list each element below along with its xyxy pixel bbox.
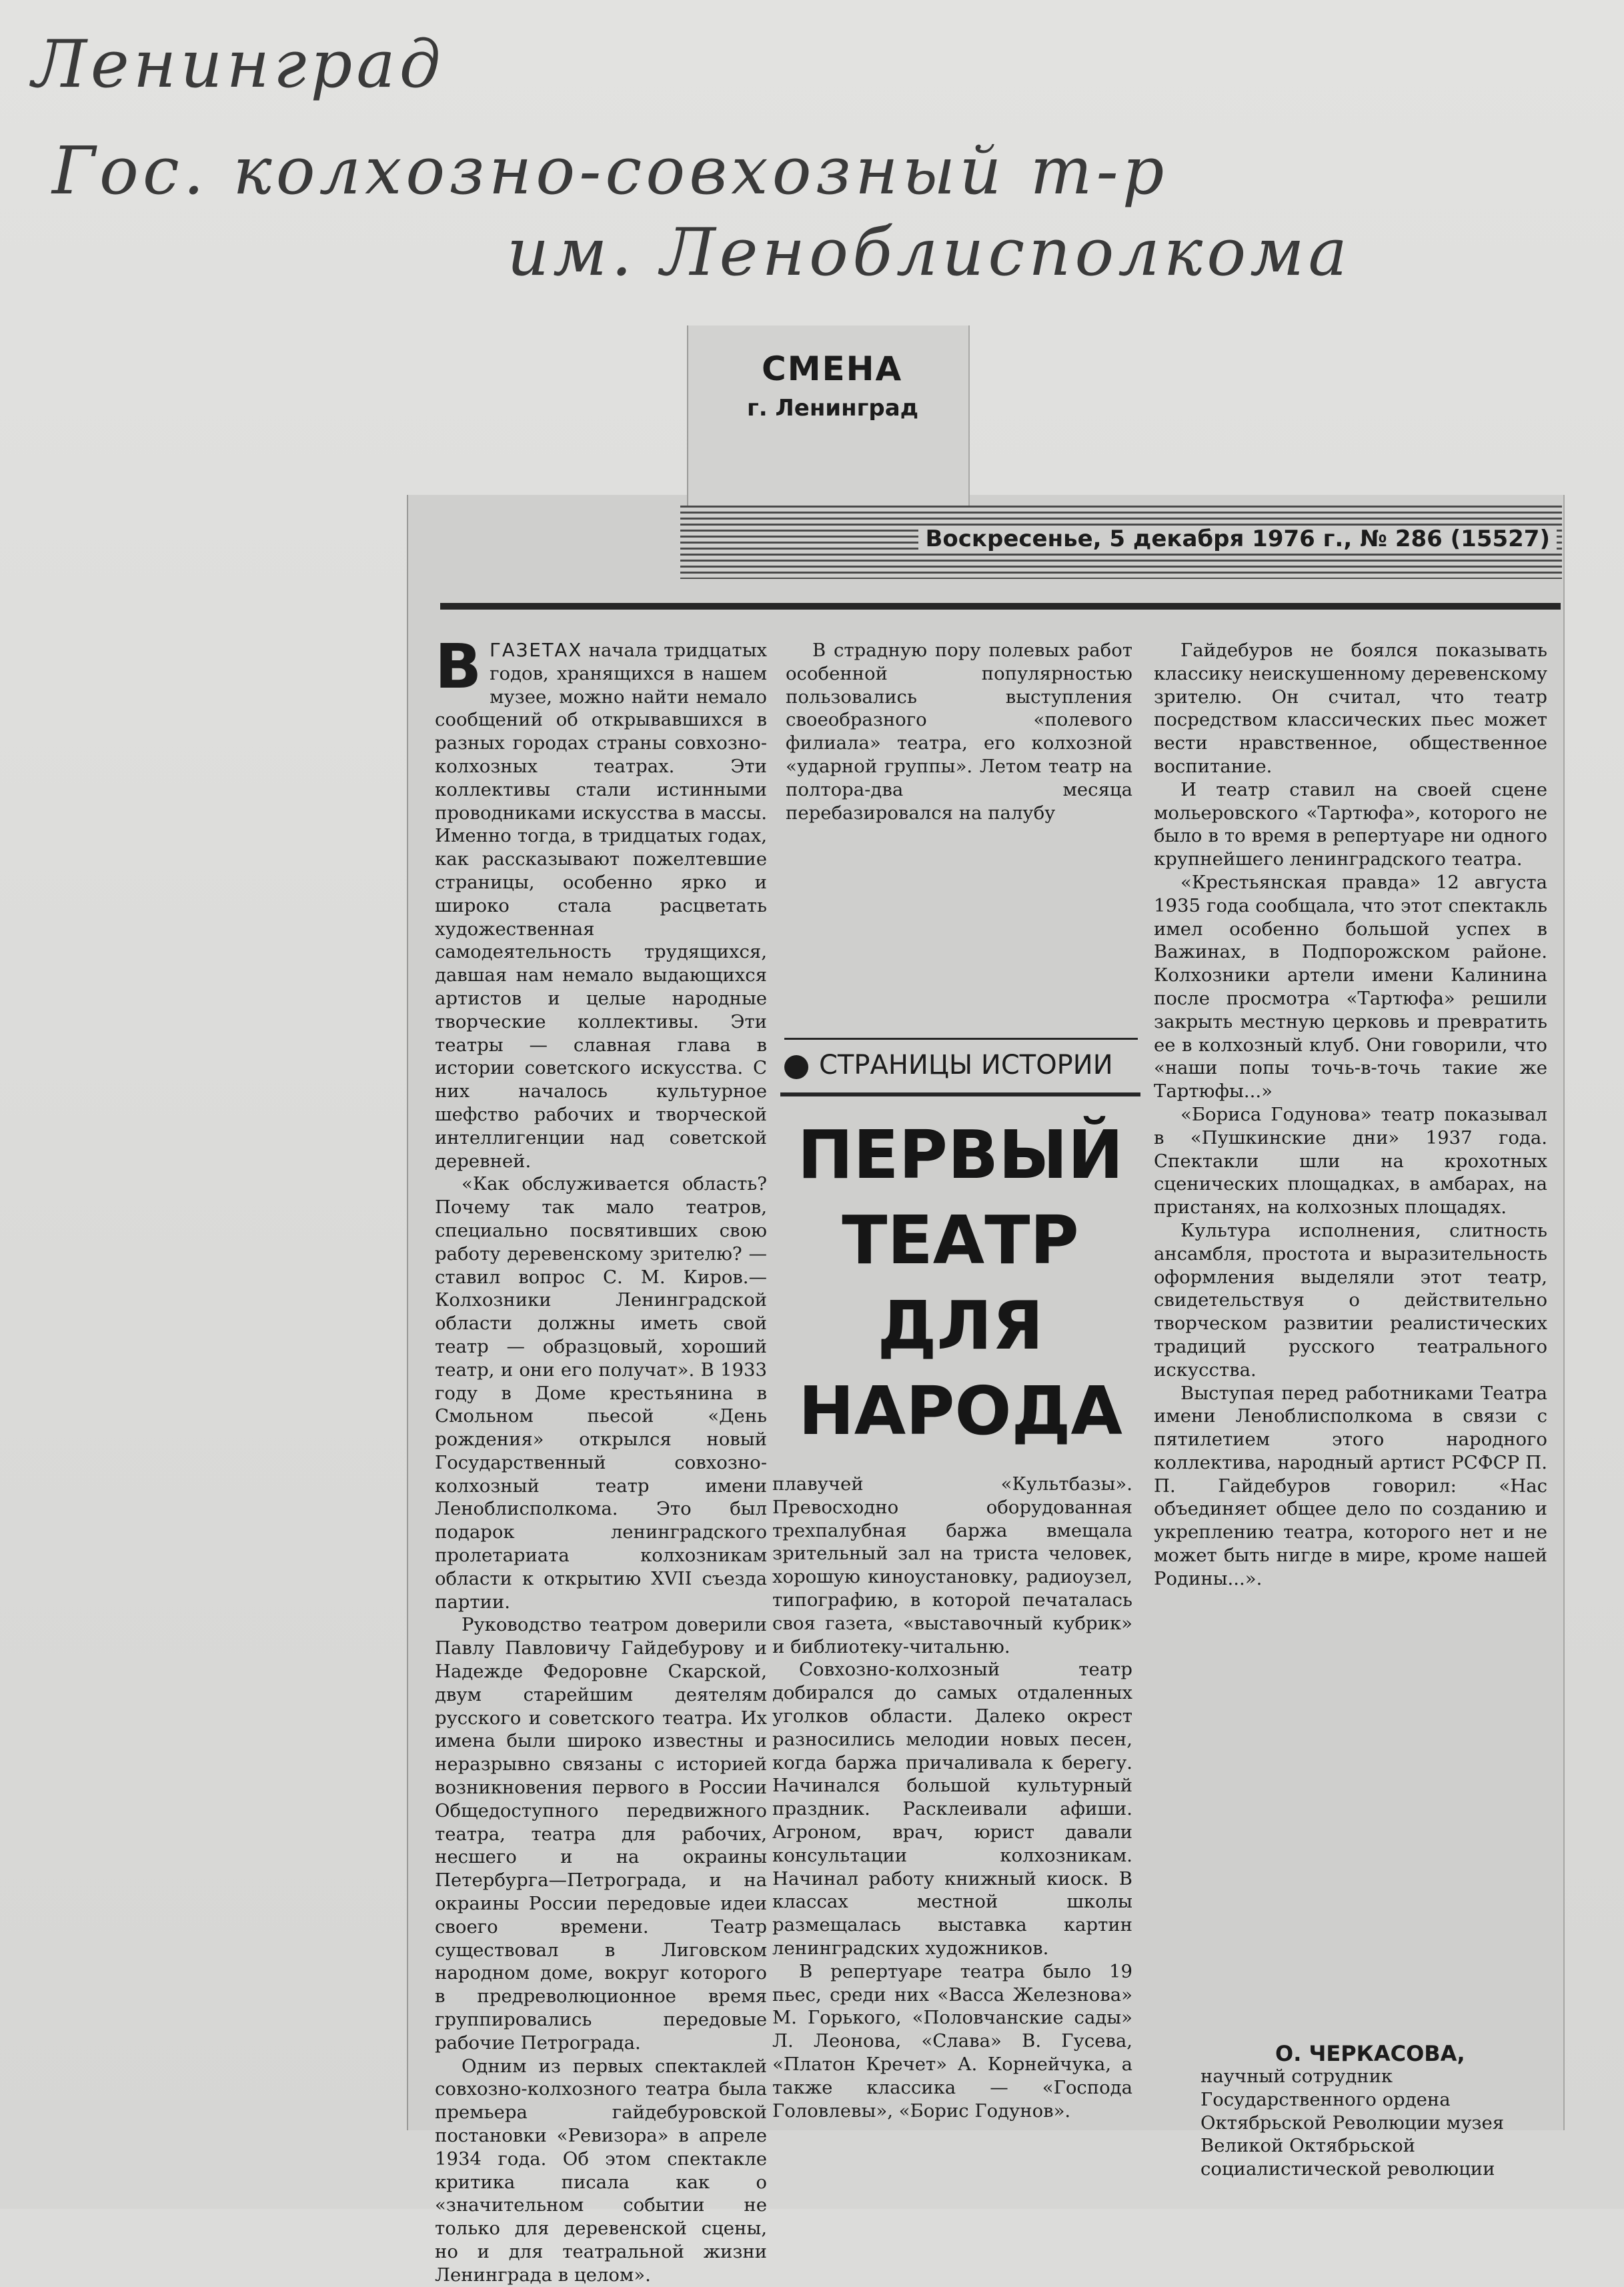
- headline-line: НАРОДА: [798, 1372, 1122, 1450]
- headline-line: ДЛЯ: [877, 1287, 1044, 1365]
- newspaper-name: СМЕНА: [762, 349, 903, 388]
- section-rubric: [780, 1046, 1140, 1096]
- drop-cap: В: [435, 631, 482, 702]
- article-column-1: [435, 631, 767, 2287]
- article-paragraph: плавучей «Культбазы». Превосходно оборудованная трехпалубная баржа вмещала зрительный зал на триста человек, хорошую киноустановку, радиоузел, типографию, в которой печаталась своя газета, «выставочный кубрик» и библиотеку-читальню.: [772, 1473, 1132, 1657]
- article-paragraph: Совхозно-колхозный театр добирался до самых отдаленных уголков области. Далеко окрест разносились мелодии новых песен, когда баржа причаливала к берегу. Начинался большой культурный праздник. Расклеивали афиши. Агроном, врач, юрист давали консультации колхозникам. Начинал работу книжный киоск. В классах местной школы размещалась выставка картин ленинградских художников.: [772, 1659, 1132, 1959]
- newspaper-masthead: [687, 325, 970, 506]
- handwritten-note-line2: Гос. колхозно-совхозный т-р: [52, 133, 1168, 209]
- article-paragraph: В страдную пору полевых работ особенной популярностью пользовались выступления своеобразного «полевого филиала» театра, его колхозной «ударной группы». Летом театр на полтора-два месяца перебазировался на палубу: [786, 640, 1132, 824]
- rubric-top-rule: [784, 1038, 1138, 1040]
- rubric-label: СТРАНИЦЫ ИСТОРИИ: [819, 1050, 1113, 1080]
- article-column-2: [786, 639, 1132, 824]
- bullet-icon: [784, 1055, 808, 1079]
- article-column-3: [1154, 639, 1547, 1591]
- article-paragraph: Выступая перед работниками Театра имени Леноблисполкома в связи с пятилетием этого народного коллектива, народный артист РСФСР П. П. Гайдебуров говорил: «Нас объединяет общее дело по созданию и укреплению театра, которого нет и не может быть нигде в мире, кроме нашей Родины...».: [1154, 1382, 1547, 1589]
- article-paragraph: «Бориса Годунова» театр показывал в «Пушкинские дни» 1937 года. Спектакли шли на крохотных сценических площадках, в амбарах, на пристанях, на колхозных площадях.: [1154, 1103, 1547, 1219]
- article-paragraph: Руководство театром доверили Павлу Павловичу Гайдебурову и Надежде Федоровне Скарской, двум старейшим деятелям русского и советского театра. Их имена были широко известны и неразрывно связаны с историей возникновения первого в России Общедоступного передвижного театра, театра для рабочих, несшего и на окраины Петербурга—Петрограда, и на окраины России передовые идеи своего времени. Театр существовал в Лиговском народном доме, вокруг которого в предреволюционное время группировались передовые рабочие Петрограда.: [435, 1614, 767, 2054]
- article-paragraph: «Как обслуживается область? Почему так мало театров, специально посвятивших свою работу деревенскому зрителю? — ставил вопрос С. М. Киров.— Колхозники Ленинградской области должны иметь свой театр — образцовый, хороший театр, и они его получат». В 1933 году в Доме крестьянина в Смольном пьесой «День рождения» открылся новый Государственный совхозно-колхозный театр имени Леноблисполкома. Это был подарок ленинградского пролетариата колхозникам области к открытию XVII съезда партии.: [435, 1173, 767, 1613]
- article-paragraph: Гайдебуров не боялся показывать классику неискушенному деревенскому зрителю. Он считал, что театр посредством классических пьес может вести нравственное, общественное воспитание.: [1154, 640, 1547, 777]
- author-position: научный сотрудник Государственного ордена Октябрьской Революции музея Великой Октябрьской социалистической революции: [1200, 2066, 1505, 2180]
- header-rule: [440, 603, 1561, 610]
- article-paragraph: «Крестьянская правда» 12 августа 1935 года сообщала, что этот спектакль имел особенно большой успех в Важинах, в Подпорожском районе. Колхозники артели имени Калинина после просмотра «Тартюфа» решили закрыть местную церковь и превратить ее в колхозный клуб. Они говорили, что «наши попы точь-в-точь такие же Тартюфы...»: [1154, 871, 1547, 1102]
- article-paragraph: Одним из первых спектаклей совхозно-колхозного театра была премьера гайдебуровской постановки «Ревизора» в апреле 1934 года. Об этом спектакле критика писала как о «значительном событии не только для деревенской сцены, но и для театральной жизни Ленинграда в целом».: [435, 2055, 767, 2286]
- dateline-band: [680, 506, 1562, 579]
- article-headline: [774, 1112, 1147, 1454]
- article-paragraph: ВГАЗЕТАХ начала тридцатых годов, хранящихся в нашем музее, можно найти немало сообщений об открывавшихся в разных городах страны совхозно-колхозных театрах. Эти коллективы стали истинными проводниками искусства в массы. Именно тогда, в тридцатых годах, как рассказывают пожелтевшие страницы, особенно ярко и широко стала расцветать художественная самодеятельность трудящихся, давшая нам немало выдающихся артистов и целые народные творческие коллективы. Эти театры — славная глава в истории советского искусства. С них началось культурное шефство рабочих и творческой интеллигенции над советской деревней.: [435, 631, 767, 1172]
- author-name: О. ЧЕРКАСОВА,: [1275, 2041, 1465, 2066]
- newspaper-city: г. Ленинград: [747, 395, 919, 422]
- handwritten-note-line3: им. Леноблисполкома: [507, 215, 1351, 291]
- headline-line: ТЕАТР: [842, 1201, 1079, 1279]
- article-paragraph: Культура исполнения, слитность ансамбля, простота и выразительность оформления выделяли этот театр, свидетельствуя о действительно творческом развитии реалистических традиций русского театрального искусства.: [1154, 1219, 1547, 1381]
- article-paragraph: И театр ставил на своей сцене мольеровского «Тартюфа», которого не было в то время в репертуаре ни одного крупнейшего ленинградского театра.: [1154, 778, 1547, 870]
- handwritten-note-line1: Ленинград: [32, 27, 445, 103]
- headline-line: ПЕРВЫЙ: [797, 1116, 1124, 1194]
- article-paragraph: В репертуаре театра было 19 пьес, среди них «Васса Железнова» М. Горького, «Половчанские сады» Л. Леонова, «Слава» В. Гусева, «Платон Кречет» А. Корнейчука, а также классика — «Господа Головлевы», «Борис Годунов».: [772, 1960, 1132, 2122]
- article-column-2-continued: [772, 1473, 1132, 2122]
- lead-word: ГАЗЕТАХ: [490, 640, 583, 661]
- issue-dateline: Воскресенье, 5 декабря 1976 г., № 286 (15527): [918, 526, 1557, 552]
